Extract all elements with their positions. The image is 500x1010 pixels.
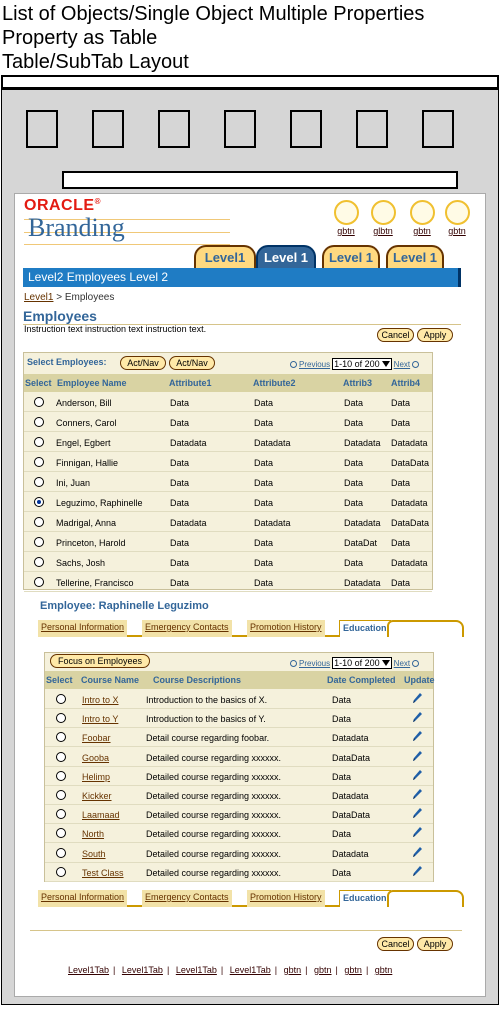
pencil-icon[interactable] (411, 826, 423, 838)
level2-bar (23, 268, 461, 287)
date-completed-cell: Data (332, 829, 352, 840)
breadcrumb-separator: > (53, 292, 65, 303)
table-row (24, 412, 432, 432)
level2-links[interactable]: Level2 Employees Level 2 (28, 270, 169, 284)
oracle-logo: ORACLE® (24, 197, 101, 214)
toolbar-button[interactable] (92, 110, 124, 148)
data-cell: Data (344, 558, 364, 568)
employees-pager (290, 358, 419, 370)
select-radio[interactable] (56, 790, 66, 800)
toolbar-button[interactable] (158, 110, 190, 148)
footer-link[interactable]: Level1Tab (229, 965, 271, 975)
employee-name-cell: Ini, Juan (56, 478, 91, 488)
global-button-icon (445, 200, 470, 225)
select-radio[interactable] (34, 437, 44, 447)
table-row (24, 452, 432, 472)
select-radio[interactable] (56, 828, 66, 838)
apply-button[interactable]: Apply (417, 328, 453, 342)
employee-name-cell: Sachs, Josh (56, 558, 106, 568)
pencil-icon[interactable] (411, 807, 423, 819)
subtab-personal-information[interactable]: Personal Information (38, 890, 127, 907)
column-header: Course Name (81, 675, 140, 685)
select-radio[interactable] (56, 694, 66, 704)
table-row (24, 432, 432, 452)
bottom-rule (30, 930, 462, 931)
subtab-education[interactable]: Education (339, 890, 391, 907)
column-header: Date Completed (327, 675, 396, 685)
data-cell: Data (391, 578, 411, 588)
data-cell: Datadata (344, 438, 381, 448)
footer-link[interactable]: gbtn (344, 965, 362, 975)
browser-title-bar (1, 75, 499, 89)
select-radio[interactable] (56, 848, 66, 858)
pencil-icon[interactable] (411, 788, 423, 800)
select-radio[interactable] (34, 397, 44, 407)
table-row (45, 689, 433, 709)
global-button[interactable] (409, 200, 435, 236)
data-cell: Datadata (344, 518, 381, 528)
data-cell: DataData (391, 458, 430, 468)
select-radio[interactable] (34, 417, 44, 427)
global-button-label: gbtn (448, 226, 466, 236)
select-radio[interactable] (56, 713, 66, 723)
table-row (24, 392, 432, 412)
global-button-label: glbtn (373, 226, 393, 236)
subtab-personal-information[interactable]: Personal Information (38, 620, 127, 637)
select-radio[interactable] (56, 809, 66, 819)
data-cell: Datadata (254, 438, 291, 448)
previous-link[interactable]: Previous (299, 658, 331, 668)
dropdown-arrow-icon (382, 660, 390, 666)
data-cell: Data (254, 458, 274, 468)
select-radio[interactable] (34, 517, 44, 527)
date-completed-cell: DataData (332, 810, 371, 821)
next-link[interactable]: Next (393, 658, 411, 668)
course-name-link[interactable]: Intro to X (82, 695, 119, 705)
data-cell: Datadata (170, 518, 207, 528)
toolbar-button[interactable] (422, 110, 454, 148)
data-cell: Data (254, 418, 274, 428)
table-row (45, 785, 433, 805)
tab-level1[interactable]: Level 1 (322, 245, 380, 269)
pencil-icon[interactable] (411, 769, 423, 781)
table-row (45, 747, 433, 767)
toolbar-button[interactable] (224, 110, 256, 148)
toolbar-button[interactable] (356, 110, 388, 148)
data-cell: Data (344, 478, 364, 488)
subtab-promotion-history[interactable]: Promotion History (247, 890, 325, 907)
course-description-cell: Detailed course regarding xxxxxx. (146, 867, 282, 878)
toolbar-button[interactable] (290, 110, 322, 148)
footer-sep: | (166, 965, 170, 975)
table-row (45, 823, 433, 843)
employee-name-cell: Princeton, Harold (56, 538, 126, 548)
subtab-filler (387, 890, 464, 907)
column-header: Select (25, 378, 52, 388)
footer-link[interactable]: gbtn (283, 965, 302, 975)
course-name-link[interactable]: Kickker (82, 791, 112, 801)
data-cell: Data (254, 398, 274, 408)
course-name-link[interactable]: Helimp (82, 771, 111, 782)
employee-heading: Employee: Raphinelle Leguzimo (40, 600, 209, 612)
data-cell: Datadata (254, 518, 291, 528)
course-description-cell: Detailed course regarding xxxxxx. (146, 829, 282, 840)
data-cell: Datadata (391, 558, 428, 568)
data-cell: Data (344, 498, 364, 508)
course-description-cell: Introduction to the basics of Y. (146, 714, 266, 725)
select-radio[interactable] (34, 537, 44, 547)
data-cell: Data (344, 398, 364, 408)
range-value: 1-10 of 200 (334, 658, 380, 668)
footer-sep: | (305, 965, 308, 975)
apply-button[interactable]: Apply (417, 937, 453, 951)
tab-level1[interactable]: Level 1 (386, 245, 444, 269)
cancel-button[interactable]: Cancel (377, 328, 414, 342)
select-radio[interactable] (56, 732, 66, 742)
select-radio[interactable] (56, 752, 66, 762)
global-button-label: gbtn (337, 226, 355, 236)
data-cell: Data (254, 538, 274, 548)
course-name-link[interactable]: Laamaad (82, 810, 120, 821)
dropdown-arrow-icon (382, 361, 390, 367)
data-cell: Data (391, 398, 411, 408)
employee-name-cell: Madrigal, Anna (56, 518, 117, 528)
pencil-icon[interactable] (411, 692, 423, 704)
breadcrumb-current: Employees (64, 292, 115, 303)
address-bar[interactable] (62, 171, 458, 189)
breadcrumb (24, 292, 114, 303)
range-select[interactable] (332, 358, 392, 370)
course-description-cell: Detail course regarding foobar. (146, 733, 270, 744)
table-row (45, 843, 433, 863)
column-header: Update (404, 675, 435, 685)
select-radio[interactable] (56, 771, 66, 781)
subtab-emergency-contacts[interactable]: Emergency Contacts (142, 620, 232, 637)
table-row (45, 708, 433, 728)
footer-link[interactable]: Level1Tab (121, 965, 163, 975)
column-header: Attrib3 (343, 378, 372, 388)
table-row (45, 804, 433, 824)
global-button[interactable] (370, 200, 396, 236)
next-circle-icon[interactable] (412, 361, 419, 368)
course-description-cell: Detailed course regarding xxxxxx. (146, 791, 282, 801)
title-line: Table/SubTab Layout (2, 51, 189, 73)
data-cell: Datadata (391, 438, 428, 448)
footer-link[interactable]: Level1Tab (68, 965, 110, 975)
employees-header-row (24, 374, 432, 392)
date-completed-cell: Data (332, 714, 352, 725)
employee-name-cell: Tellerine, Francisco (56, 578, 134, 588)
data-cell: Datadata (170, 438, 207, 448)
employee-name-cell: Engel, Egbert (56, 438, 111, 448)
date-completed-cell: Data (332, 867, 352, 878)
data-cell: Data (254, 478, 274, 488)
pencil-icon[interactable] (411, 865, 423, 877)
data-cell: Data (170, 578, 190, 588)
course-name-link[interactable]: Intro to Y (82, 714, 119, 725)
data-cell: Data (170, 498, 190, 508)
document-title (2, 2, 424, 74)
data-cell: Data (254, 558, 274, 568)
column-header: Employee Name (57, 378, 127, 388)
data-cell: Datadata (344, 578, 381, 588)
next-circle-icon[interactable] (412, 660, 419, 667)
pencil-icon[interactable] (411, 730, 423, 742)
data-cell: Data (254, 578, 274, 588)
subtab-emergency-contacts[interactable]: Emergency Contacts (142, 890, 232, 907)
column-header: Attrib4 (391, 378, 420, 388)
subtab-promotion-history[interactable]: Promotion History (247, 620, 325, 637)
previous-circle-icon[interactable] (290, 361, 297, 368)
date-completed-cell: Datadata (332, 848, 369, 859)
act-nav-button[interactable]: Act/Nav (169, 356, 215, 370)
previous-link[interactable]: Previous (299, 359, 331, 369)
subtab-filler (387, 620, 464, 637)
branding-text: Branding (28, 213, 125, 242)
act-nav-button[interactable]: Act/Nav (120, 356, 166, 370)
column-header: Attribute2 (253, 378, 296, 388)
data-cell: DataData (391, 518, 430, 528)
table-row (24, 492, 432, 512)
employee-name-cell: Finnigan, Hallie (56, 458, 119, 468)
course-description-cell: Detailed course regarding xxxxxx. (146, 752, 282, 763)
course-description-cell: Introduction to the basics of X. (146, 695, 268, 705)
date-completed-cell: Data (332, 771, 352, 782)
course-name-link[interactable]: North (82, 829, 105, 840)
data-cell: Data (254, 498, 274, 508)
courses-pager (290, 657, 419, 669)
table-row (45, 766, 433, 786)
course-description-cell: Detailed course regarding xxxxxx. (146, 810, 282, 821)
previous-circle-icon[interactable] (290, 660, 297, 667)
date-completed-cell: Data (332, 695, 352, 705)
footer-sep: | (113, 965, 116, 975)
date-completed-cell: Datadata (332, 791, 369, 801)
tab-level1[interactable]: Level1 (194, 245, 256, 269)
global-button-icon (410, 200, 435, 225)
footer-link[interactable]: gbtn (314, 965, 332, 975)
footer-links (68, 965, 392, 975)
footer-link[interactable]: gbtn (374, 965, 393, 975)
global-button[interactable] (444, 200, 470, 236)
course-description-cell: Detailed course regarding xxxxxx. (146, 771, 282, 782)
focus-on-employees-button[interactable]: Focus on Employees (50, 654, 150, 668)
date-completed-cell: DataData (332, 752, 371, 763)
range-select[interactable] (332, 657, 392, 669)
select-employees-label: Select Employees: (27, 357, 107, 367)
date-completed-cell: Datadata (332, 733, 369, 744)
pencil-icon[interactable] (411, 750, 423, 762)
instruction-text: Instruction text instruction text instruction text. (24, 324, 207, 334)
employee-name-cell: Conners, Carol (56, 418, 117, 428)
data-cell: Data (391, 418, 411, 428)
employee-name-cell: Leguzimo, Raphinelle (56, 498, 143, 508)
data-cell: Data (170, 398, 190, 408)
course-description-cell: Detailed course regarding xxxxxx. (146, 848, 282, 859)
course-name-link[interactable]: Foobar (82, 733, 111, 744)
course-name-link[interactable]: Gooba (82, 752, 110, 763)
table-row (24, 532, 432, 552)
tab-level1-active[interactable]: Level 1 (256, 245, 316, 269)
column-header: Select (46, 675, 73, 685)
select-radio[interactable] (34, 497, 44, 507)
data-cell: Data (170, 418, 190, 428)
global-button-icon (334, 200, 359, 225)
table-row (45, 862, 433, 882)
range-value: 1-10 of 200 (334, 359, 380, 369)
column-header: Course Descriptions (153, 675, 242, 685)
table-row (24, 552, 432, 572)
table-row (24, 472, 432, 492)
employee-name-cell: Anderson, Bill (56, 398, 112, 408)
subtab-education[interactable]: Education (339, 620, 391, 637)
footer-sep: | (335, 965, 338, 975)
data-cell: Data (170, 558, 190, 568)
bottom-subtab-bar (38, 890, 464, 907)
course-name-link[interactable]: South (82, 848, 106, 859)
table-row (45, 727, 433, 747)
data-cell: Data (344, 458, 364, 468)
select-radio[interactable] (34, 477, 44, 487)
column-header: Attribute1 (169, 378, 212, 388)
data-cell: Data (391, 538, 411, 548)
footer-sep: | (365, 965, 369, 975)
data-cell: Data (170, 458, 190, 468)
subtab-bar (38, 620, 464, 637)
breadcrumb-link[interactable]: Level1 (24, 292, 54, 303)
global-button-icon (371, 200, 396, 225)
course-name-link[interactable]: Test Class (82, 867, 124, 878)
courses-header-row (45, 671, 433, 689)
data-cell: DataDat (344, 538, 378, 548)
select-radio[interactable] (34, 557, 44, 567)
toolbar-button[interactable] (26, 110, 58, 148)
data-cell: Data (170, 478, 190, 488)
footer-link[interactable]: Level1Tab (175, 965, 217, 975)
page-title: Employees (23, 308, 97, 324)
footer-sep: | (274, 965, 278, 975)
global-button[interactable] (333, 200, 359, 236)
next-link[interactable]: Next (393, 359, 411, 369)
pencil-icon[interactable] (411, 846, 423, 858)
title-line: Property as Table (2, 27, 158, 49)
data-cell: Data (344, 418, 364, 428)
select-radio[interactable] (56, 867, 66, 877)
select-radio[interactable] (34, 577, 44, 587)
table-row (24, 512, 432, 532)
footer-sep: | (220, 965, 224, 975)
data-cell: Data (391, 478, 411, 488)
data-cell: Data (170, 538, 190, 548)
cancel-button[interactable]: Cancel (377, 937, 414, 951)
data-cell: Datadata (391, 498, 428, 508)
title-line: List of Objects/Single Object Multiple Properties (2, 3, 425, 25)
select-radio[interactable] (34, 457, 44, 467)
global-button-label: gbtn (413, 226, 431, 236)
table-row (24, 572, 432, 592)
pencil-icon[interactable] (411, 711, 423, 723)
